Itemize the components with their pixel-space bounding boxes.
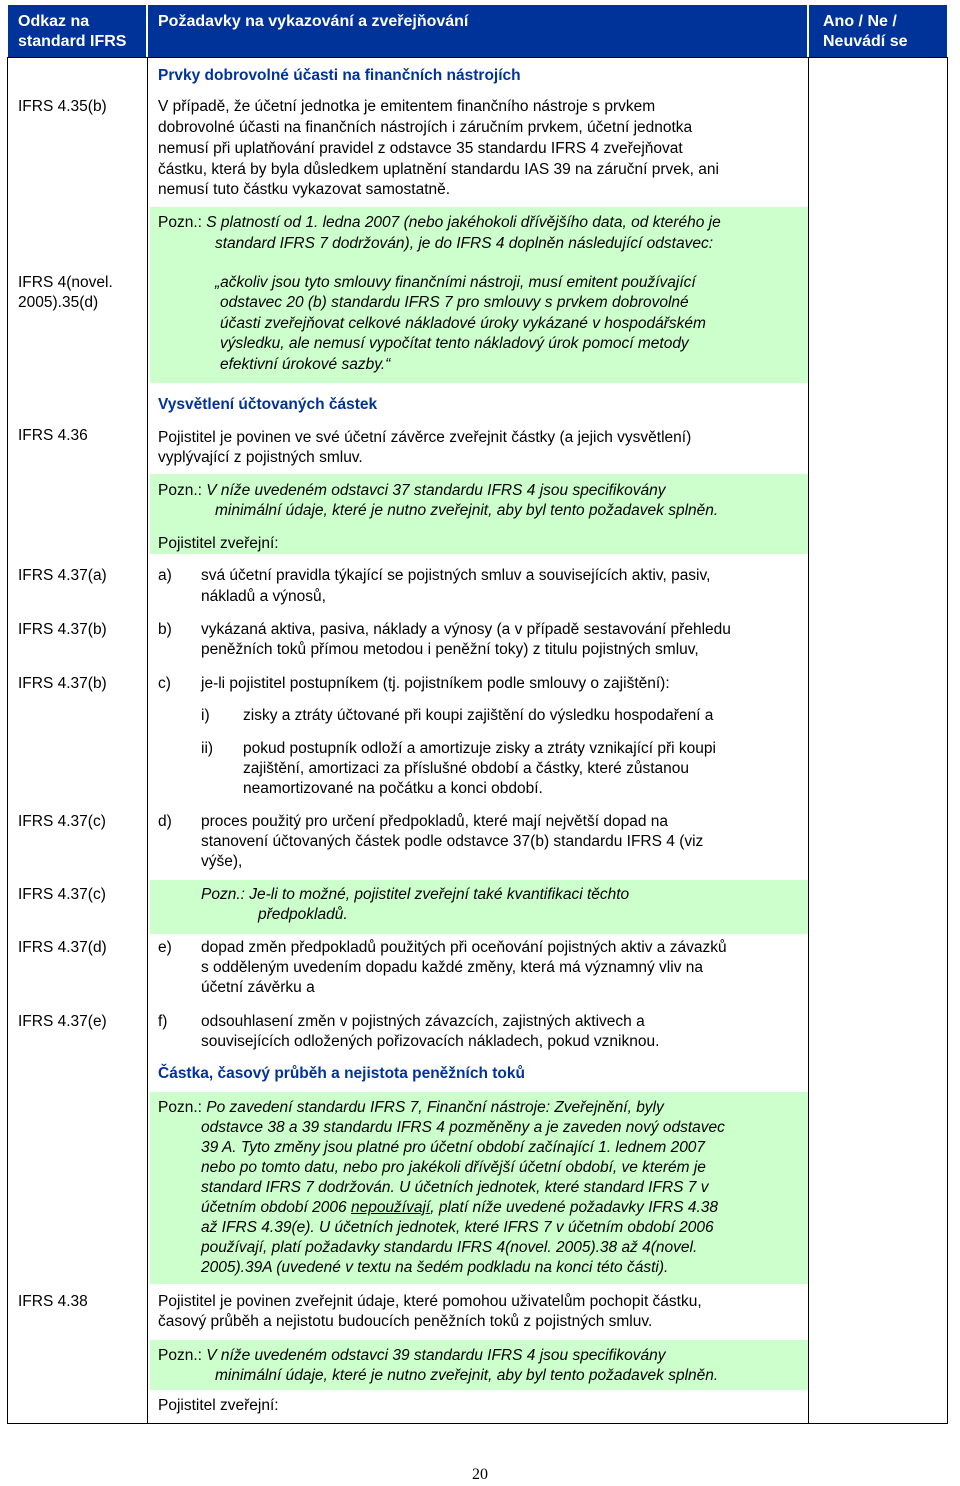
quote-35d-line: výsledku, ale nemusí vypočítat tento nákladový úrok pomocí metody (220, 335, 689, 352)
ref-4-35b: IFRS 4.35(b) (18, 98, 107, 115)
ref-4-novel-line2: 2005).35(d) (18, 294, 99, 311)
item-a-line: svá účetní pravidla týkající se pojistných smluv a souvisejících aktiv, pasiv, (201, 567, 711, 584)
quote-35d-line: efektivní úrokové sazby.“ (220, 356, 391, 373)
ref-4-38: IFRS 4.38 (18, 1293, 88, 1310)
ref-4-novel-line1: IFRS 4(novel. (18, 274, 113, 291)
section-title-explanation: Vysvětlení účtovaných částek (158, 396, 378, 413)
note-ifrs7-change-line: 2005).39A (uvedené v textu na šedém podkladu na konci této části). (201, 1259, 669, 1276)
table-border-top (7, 57, 948, 58)
quote-35d-line: odstavec 20 (b) standardu IFRS 7 pro smlouvy s prvkem dobrovolné (220, 294, 689, 311)
ref-4-37c-note: IFRS 4.37(c) (18, 886, 106, 903)
table-border-bottom (7, 1423, 948, 1424)
paragraph-38-line: časový průběh a nejistotu budoucích peněžních toků z pojistných smluv. (158, 1313, 653, 1330)
note-ifrs7-change-line: nebo po tomto datu, nebo pro jakékoli dřívější účetní období, ve kterém je (201, 1159, 706, 1176)
table-border-right (947, 57, 948, 1423)
page-number: 20 (472, 1466, 488, 1483)
paragraph-38-line: Pojistitel je povinen zveřejnit údaje, které pomohou uživatelům pochopit částku, (158, 1293, 702, 1310)
note-text: V níže uvedeném odstavci 37 standardu IFRS 4 jsou specifikovány (201, 482, 666, 499)
note-prefix: Pozn.: (158, 1347, 202, 1364)
note-prefix: Pozn.: (158, 1099, 202, 1116)
note-text: Po zavedení standardu IFRS 7, Finanční nástroje: Zveřejnění, byly (201, 1099, 664, 1116)
ref-4-37e: IFRS 4.37(e) (18, 1013, 107, 1030)
section-title-participation: Prvky dobrovolné účasti na finančních nástrojích (158, 67, 521, 84)
item-d-line: stanovení účtovaných částek podle odstavce 37(b) standardu IFRS 4 (viz (201, 833, 704, 850)
note-text: S platností od 1. ledna 2007 (nebo jakéhokoli dřívějšího data, od kterého je (201, 214, 721, 231)
header-requirements-column: Požadavky na vykazování a zveřejňování (148, 5, 807, 57)
header-answer-column: Ano / Ne / Neuvádí se (809, 5, 947, 57)
ref-4-37a: IFRS 4.37(a) (18, 567, 107, 584)
table-divider-2 (808, 57, 809, 1423)
item-f-marker: f) (158, 1013, 168, 1030)
item-b-line: vykázaná aktiva, pasiva, náklady a výnosy (a v případě sestavování přehledu (201, 621, 731, 638)
item-d-line: proces použitý pro určení předpokladů, které mají největší dopad na (201, 813, 668, 830)
note-text: V níže uvedeném odstavci 39 standardu IFRS 4 jsou specifikovány (201, 1347, 666, 1364)
item-b-line: peněžních toků přímou metodou i peněžní toky) z titulu pojistných smluv, (201, 641, 699, 658)
item-e-line: účetní závěrku a (201, 979, 315, 996)
note-ifrs7-line2: standard IFRS 7 dodržován), je do IFRS 4 doplněn následující odstavec: (215, 235, 714, 252)
item-f-line: odsouhlasení změn v pojistných závazcích, zajistných aktivech a (201, 1013, 645, 1030)
item-c-marker: c) (158, 675, 171, 692)
header-reference-column: Odkaz na standard IFRS (8, 5, 146, 57)
ref-4-36: IFRS 4.36 (18, 427, 88, 444)
item-cii-line: neamortizované na počátku a konci období. (243, 780, 543, 797)
insurer-discloses-label: Pojistitel zveřejní: (158, 535, 279, 552)
quote-35d-line: „ačkoliv jsou tyto smlouvy finančními nástroji, musí emitent používající (215, 274, 696, 291)
note-text: účetním období 2006 (201, 1199, 351, 1216)
ref-4-37b: IFRS 4.37(b) (18, 621, 107, 638)
insurer-discloses-label-2: Pojistitel zveřejní: (158, 1397, 279, 1414)
paragraph-35b-line: částku, která by byla důsledkem uplatnění standardu IAS 39 na záruční prvek, ani (158, 161, 719, 178)
note-par37-line2: minimální údaje, které je nutno zveřejnit, aby byl tento požadavek splněn. (215, 502, 719, 519)
table-divider-1 (147, 57, 148, 1423)
item-a-marker: a) (158, 567, 172, 584)
item-ci-line: zisky a ztráty účtované při koupi zajištění do výsledku hospodaření a (243, 707, 714, 724)
item-b-marker: b) (158, 621, 172, 638)
item-e-line: s odděleným uvedením dopadu každé změny, která má významný vliv na (201, 959, 703, 976)
paragraph-36-line: Pojistitel je povinen ve své účetní závěrce zveřejnit částky (a jejich vysvětlení) (158, 429, 692, 446)
quote-35d-line: účasti zveřejňovat celkové nákladové úroky vykázané v hospodářském (220, 315, 706, 332)
item-cii-marker: ii) (201, 740, 214, 757)
item-e-line: dopad změn předpokladů použitých při oceňování pojistných aktiv a závazků (201, 939, 727, 956)
note-ifrs7-line1 (158, 213, 721, 234)
item-c-line: je-li pojistitel postupníkem (tj. pojistníkem podle smlouvy o zajištění): (201, 675, 670, 692)
ref-4-37b-c: IFRS 4.37(b) (18, 675, 107, 692)
item-ci-marker: i) (201, 707, 210, 724)
note-ifrs7-change-line: 39 A. Tyto změny jsou platné pro účetní období začínající 1. lednem 2007 (201, 1139, 706, 1156)
note-ifrs7-change-line (201, 1198, 718, 1219)
note-par39-line2: minimální údaje, které je nutno zveřejnit, aby byl tento požadavek splněn. (215, 1367, 719, 1384)
paragraph-35b-line: dobrovolné účasti na finančních nástrojích i záručním prvkem, účetní jednotka (158, 119, 693, 136)
ref-4-37c: IFRS 4.37(c) (18, 813, 106, 830)
item-d-marker: d) (158, 813, 172, 830)
item-f-line: souvisejících odložených pořizovacích nákladech, pokud vzniknou. (201, 1033, 660, 1050)
paragraph-35b-line: nemusí při uplatňování pravidel z odstavce 35 standardu IFRS 4 zveřejňovat (158, 140, 683, 157)
paragraph-35b-line: V případě, že účetní jednotka je emitentem finančního nástroje s prvkem (158, 98, 656, 115)
note-text: , platí níže uvedené požadavky IFRS 4.38 (430, 1199, 719, 1216)
item-cii-line: zajištění, amortizaci za příslušné období a částky, které zůstanou (243, 760, 689, 777)
table-border-left (7, 57, 8, 1423)
note-ifrs7-change-line: odstavce 38 a 39 standardu IFRS 4 pozměněny a je zaveden nový odstavec (201, 1119, 725, 1136)
note-prefix: Pozn.: (158, 214, 202, 231)
paragraph-35b-line: nemusí tuto částku vykazovat samostatně. (158, 181, 451, 198)
item-d-note-line: předpokladů. (258, 906, 348, 923)
note-par37-line1 (158, 481, 666, 502)
section-title-cash-flows: Částka, časový průběh a nejistota peněžních toků (158, 1065, 525, 1082)
item-cii-line: pokud postupník odloží a amortizuje zisky a ztráty vznikající při koupi (243, 740, 716, 757)
item-d-note-line: Pozn.: Je-li to možné, pojistitel zveřejní také kvantifikaci těchto (201, 886, 630, 903)
note-prefix: Pozn.: (158, 482, 202, 499)
note-ifrs7-change-line (158, 1098, 664, 1119)
note-ifrs7-change-line: standard IFRS 7 dodržován. U účetních jednotek, které standard IFRS 7 v (201, 1179, 709, 1196)
note-ifrs7-change-line: až IFRS 4.39(e). U účetních jednotek, které IFRS 7 v účetním období 2006 (201, 1219, 714, 1236)
ref-4-37d: IFRS 4.37(d) (18, 939, 107, 956)
note-par39-line1 (158, 1346, 666, 1367)
note-ifrs7-change-line: používají, platí požadavky standardu IFRS 4(novel. 2005).38 až 4(novel. (201, 1239, 698, 1256)
item-e-marker: e) (158, 939, 172, 956)
note-underlined-word: nepoužívají (350, 1199, 431, 1216)
item-a-line: nákladů a výnosů, (201, 588, 326, 605)
paragraph-36-line: vyplývající z pojistných smluv. (158, 449, 363, 466)
item-d-line: výše), (201, 853, 243, 870)
